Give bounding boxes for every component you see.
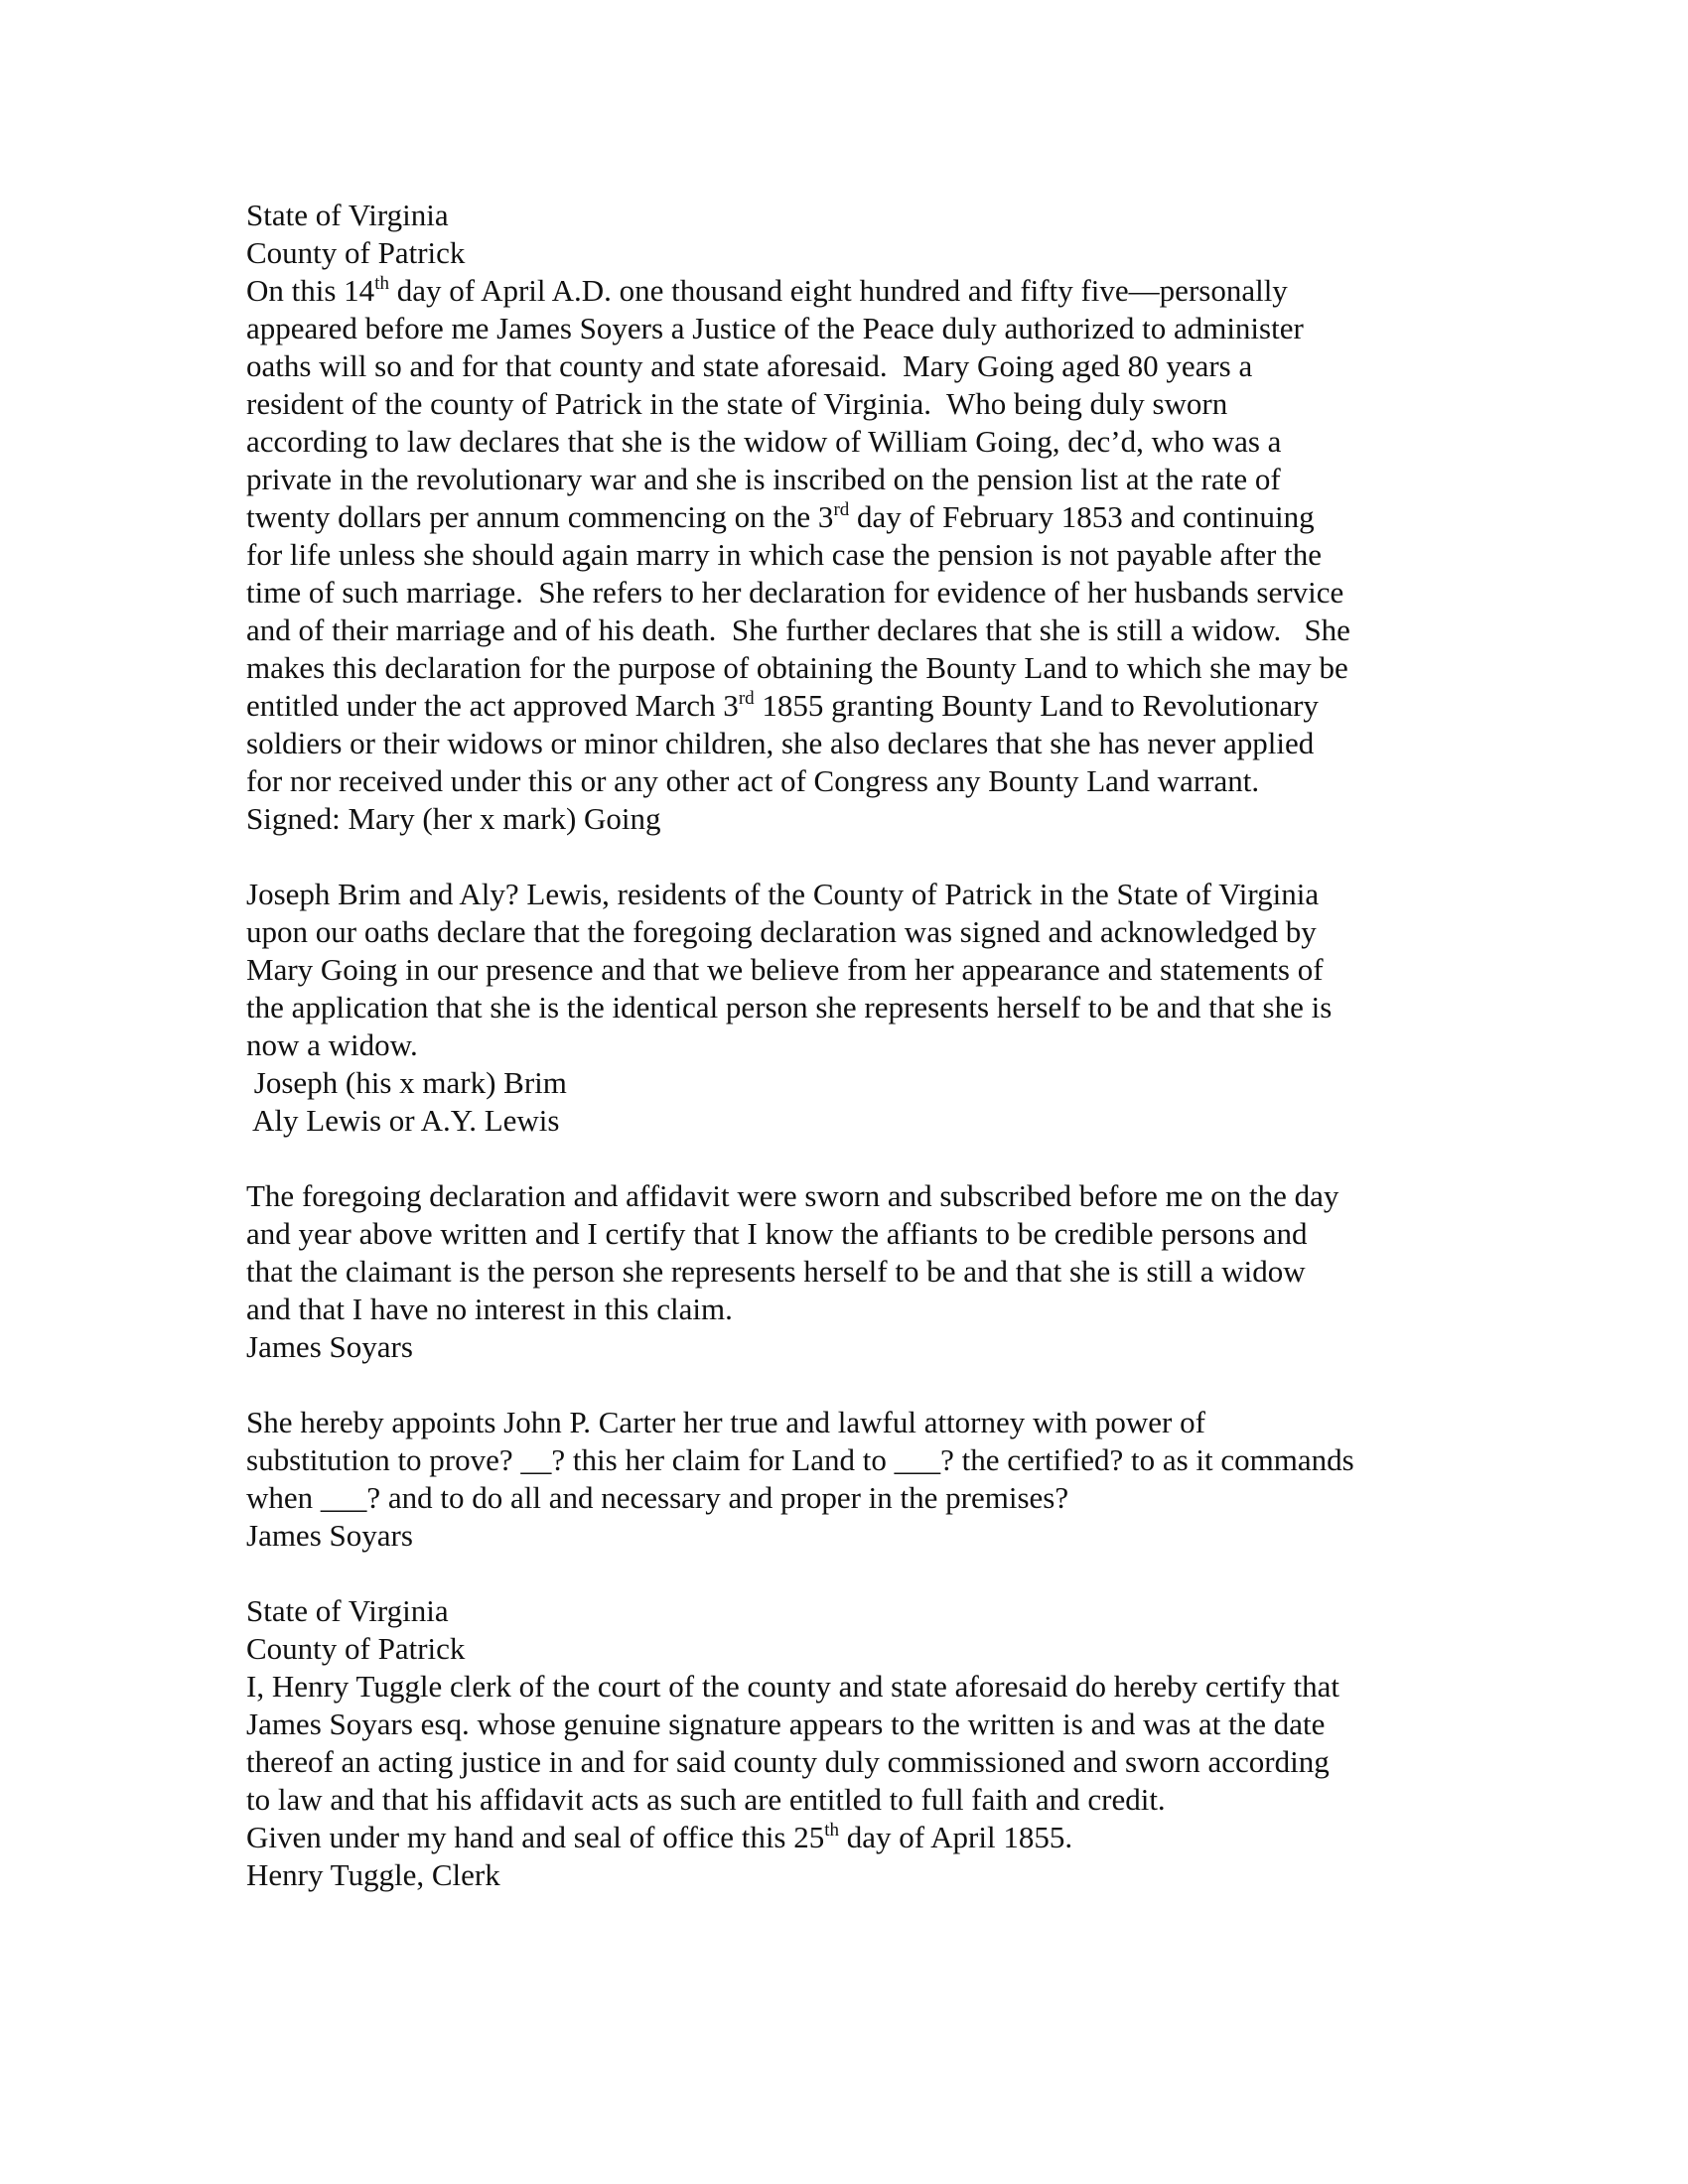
paragraph-spacer (246, 1555, 1537, 1592)
text-line: Mary Going in our presence and that we believe from her appearance and statements of (246, 952, 1324, 987)
ordinal-suffix: rd (833, 499, 850, 520)
text-line: time of such marriage. She refers to her declaration for evidence of her husbands service (246, 575, 1344, 610)
text-line: Signed: Mary (her x mark) Going (246, 801, 661, 836)
line-text: day of April 1855. (839, 1820, 1073, 1854)
text-line (246, 272, 1537, 310)
text-line: the application that she is the identical person she represents herself to be and that she is (246, 990, 1333, 1024)
paragraph-spacer (246, 1366, 1537, 1404)
text-line: Aly Lewis or A.Y. Lewis (246, 1103, 560, 1138)
text-line: I, Henry Tuggle clerk of the court of the county and state aforesaid do hereby certify that (246, 1669, 1339, 1704)
text-line: and year above written and I certify that I know the affiants to be credible persons and (246, 1216, 1308, 1251)
text-line: substitution to prove? __? this her claim for Land to ___? the certified? to as it commands (246, 1442, 1354, 1477)
line-text: day of April A.D. one thousand eight hundred and fifty five—personally (388, 273, 1288, 308)
text-line: to law and that his affidavit acts as such are entitled to full faith and credit. (246, 1782, 1166, 1817)
ordinal-suffix: rd (738, 688, 755, 709)
section-justice-certification (246, 1177, 1537, 1366)
ordinal-suffix: th (824, 1820, 840, 1841)
text-line: thereof an acting justice in and for said county duly commissioned and sworn according (246, 1744, 1330, 1779)
text-line (246, 498, 1537, 536)
text-line: James Soyars esq. whose genuine signature appears to the written is and was at the date (246, 1706, 1326, 1741)
text-line: Joseph (his x mark) Brim (246, 1065, 567, 1100)
text-line: State of Virginia (246, 1593, 449, 1628)
text-line: James Soyars (246, 1518, 413, 1553)
text-line: and that I have no interest in this claim. (246, 1292, 733, 1326)
section-declaration (246, 197, 1537, 838)
text-line: according to law declares that she is the widow of William Going, dec’d, who was a (246, 424, 1282, 459)
text-line: The foregoing declaration and affidavit were sworn and subscribed before me on the day (246, 1178, 1339, 1213)
text-line: County of Patrick (246, 235, 466, 270)
text-line: now a widow. (246, 1027, 418, 1062)
line-text: twenty dollars per annum commencing on the 3 (246, 499, 834, 534)
text-line: private in the revolutionary war and she is inscribed on the pension list at the rate of (246, 462, 1281, 496)
line-text: 1855 granting Bounty Land to Revolutionary (754, 688, 1319, 723)
text-line (246, 1819, 1537, 1856)
text-line (246, 687, 1537, 725)
document-page (246, 197, 1537, 1894)
line-text: On this 14 (246, 273, 375, 308)
paragraph-spacer (246, 1140, 1537, 1177)
text-line: for nor received under this or any other act of Congress any Bounty Land warrant. (246, 763, 1260, 798)
text-line: that the claimant is the person she represents herself to be and that she is still a widow (246, 1254, 1306, 1289)
paragraph-spacer (246, 838, 1537, 876)
section-witness-affidavit (246, 876, 1537, 1140)
line-text: day of February 1853 and continuing (849, 499, 1315, 534)
text-line: oaths will so and for that county and state aforesaid. Mary Going aged 80 years a (246, 348, 1253, 383)
text-line: upon our oaths declare that the foregoing declaration was signed and acknowledged by (246, 914, 1317, 949)
section-clerk-certification (246, 1592, 1537, 1894)
text-line: makes this declaration for the purpose of obtaining the Bounty Land to which she may be (246, 650, 1348, 685)
line-text: Given under my hand and seal of office this 25 (246, 1820, 825, 1854)
text-line: County of Patrick (246, 1631, 466, 1666)
section-power-of-attorney (246, 1404, 1537, 1555)
text-line: for life unless she should again marry in which case the pension is not payable after the (246, 537, 1322, 572)
text-line: James Soyars (246, 1329, 413, 1364)
line-text: entitled under the act approved March 3 (246, 688, 739, 723)
text-line: Henry Tuggle, Clerk (246, 1857, 500, 1892)
text-line: State of Virginia (246, 198, 449, 232)
text-line: and of their marriage and of his death. She further declares that she is still a widow. She (246, 613, 1350, 647)
text-line: appeared before me James Soyers a Justice of the Peace duly authorized to administer (246, 311, 1304, 345)
text-line: soldiers or their widows or minor children, she also declares that she has never applied (246, 726, 1315, 760)
text-line: She hereby appoints John P. Carter her true and lawful attorney with power of (246, 1405, 1205, 1439)
text-line: when ___? and to do all and necessary and proper in the premises? (246, 1480, 1069, 1515)
text-line: Joseph Brim and Aly? Lewis, residents of the County of Patrick in the State of Virginia (246, 877, 1320, 911)
ordinal-suffix: th (374, 273, 389, 294)
text-line: resident of the county of Patrick in the state of Virginia. Who being duly sworn (246, 386, 1228, 421)
